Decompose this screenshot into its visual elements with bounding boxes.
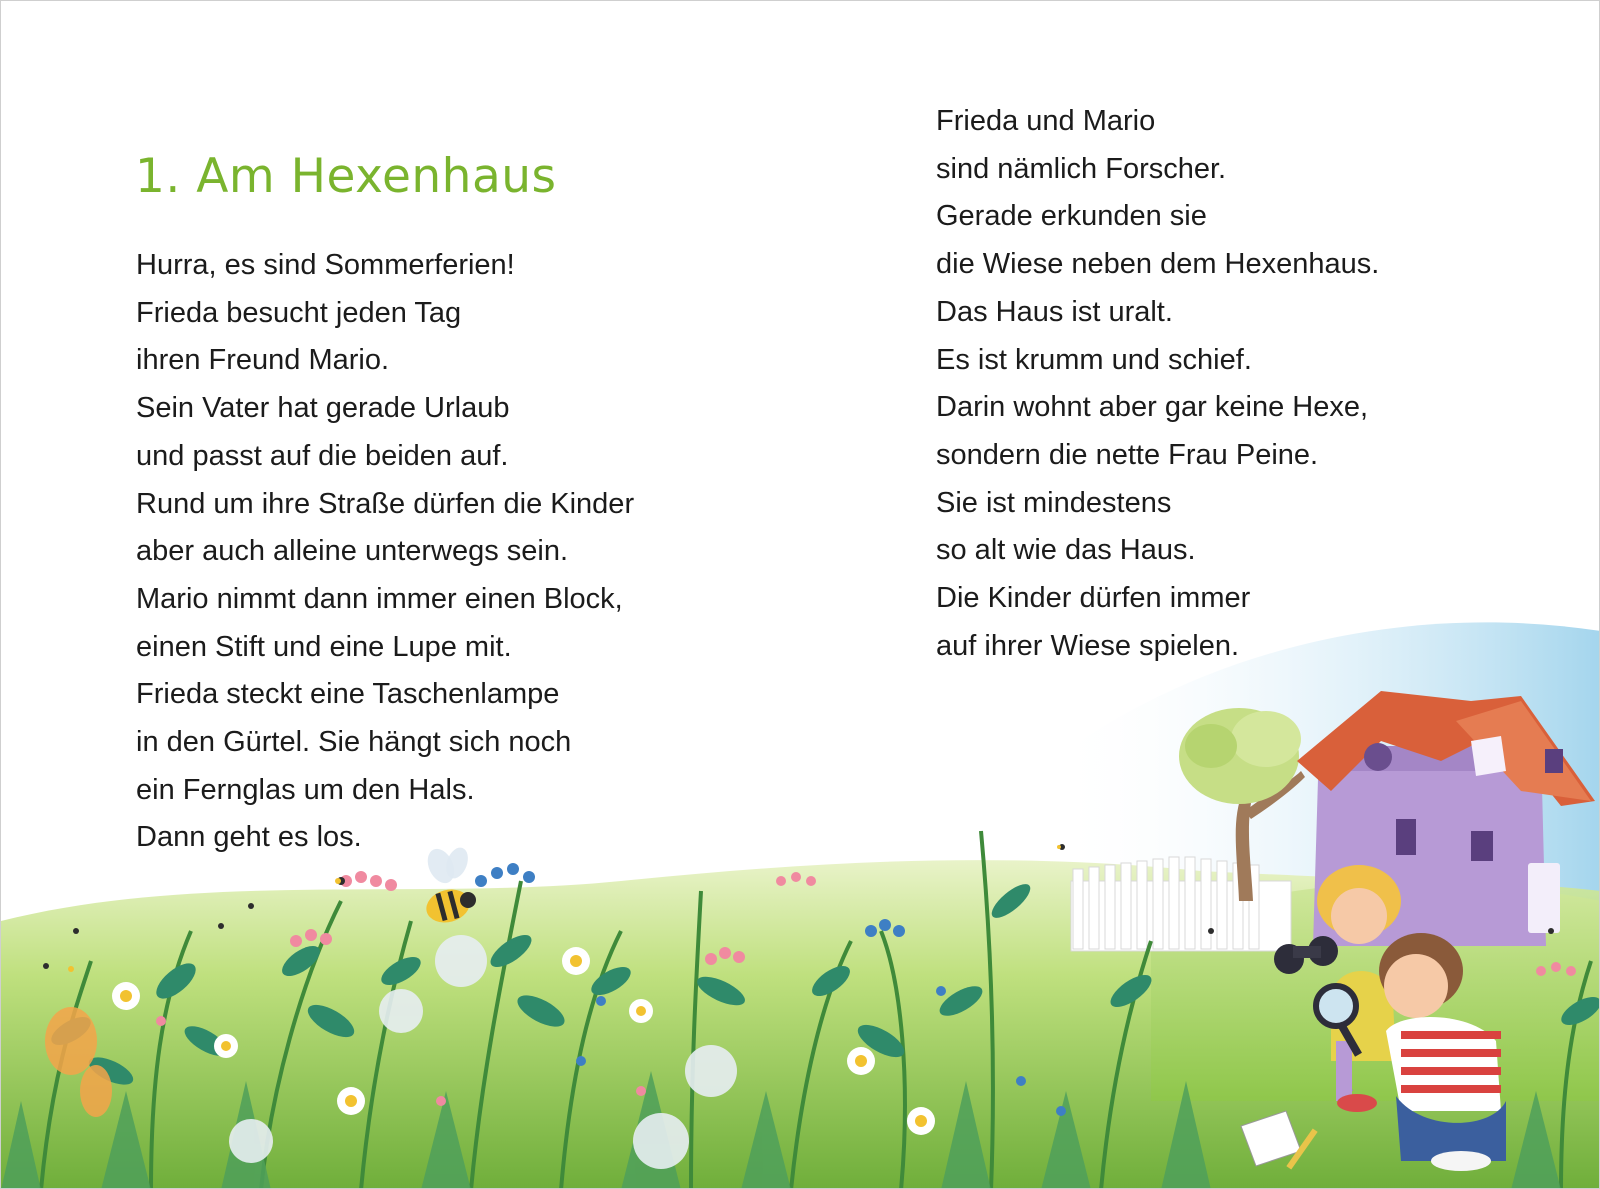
chapter-title: 1. Am Hexenhaus <box>135 149 557 204</box>
text-line: Mario nimmt dann immer einen Block, <box>136 582 623 615</box>
text-line: aber auch alleine unterwegs sein. <box>136 535 569 568</box>
text-line: Dann geht es los. <box>136 821 362 854</box>
text-line: ihren Freund Mario. <box>136 344 390 377</box>
text-line: Gerade erkunden sie <box>936 200 1207 233</box>
text-line: Darin wohnt aber gar keine Hexe, <box>936 391 1369 424</box>
text-line: so alt wie das Haus. <box>936 534 1196 567</box>
text-line: Es ist krumm und schief. <box>936 343 1252 376</box>
text-line: einen Stift und eine Lupe mit. <box>136 630 512 663</box>
text-line: Das Haus ist uralt. <box>936 295 1173 328</box>
text-line: Frieda besucht jeden Tag <box>136 296 462 329</box>
text-line: und passt auf die beiden auf. <box>136 439 509 472</box>
text-line: Sein Vater hat gerade Urlaub <box>136 392 510 425</box>
text-line: ein Fernglas um den Hals. <box>136 773 475 806</box>
text-line: Frieda und Mario <box>936 105 1156 137</box>
text-line: sondern die nette Frau Peine. <box>936 438 1319 471</box>
text-line: Die Kinder dürfen immer <box>936 582 1251 615</box>
text-line: Sie ist mindestens <box>936 486 1172 519</box>
text-line: sind nämlich Forscher. <box>936 152 1227 185</box>
left-text-column <box>136 242 634 862</box>
text-line: auf ihrer Wiese spielen. <box>936 629 1240 662</box>
text-line: Hurra, es sind Sommerferien! <box>136 249 515 281</box>
text-line: in den Gürtel. Sie hängt sich noch <box>136 726 572 759</box>
text-line: die Wiese neben dem Hexenhaus. <box>936 248 1380 281</box>
right-text-column <box>936 98 1379 670</box>
text-line: Frieda steckt eine Taschenlampe <box>136 678 560 711</box>
text-line: Rund um ihre Straße dürfen die Kinder <box>136 487 635 520</box>
